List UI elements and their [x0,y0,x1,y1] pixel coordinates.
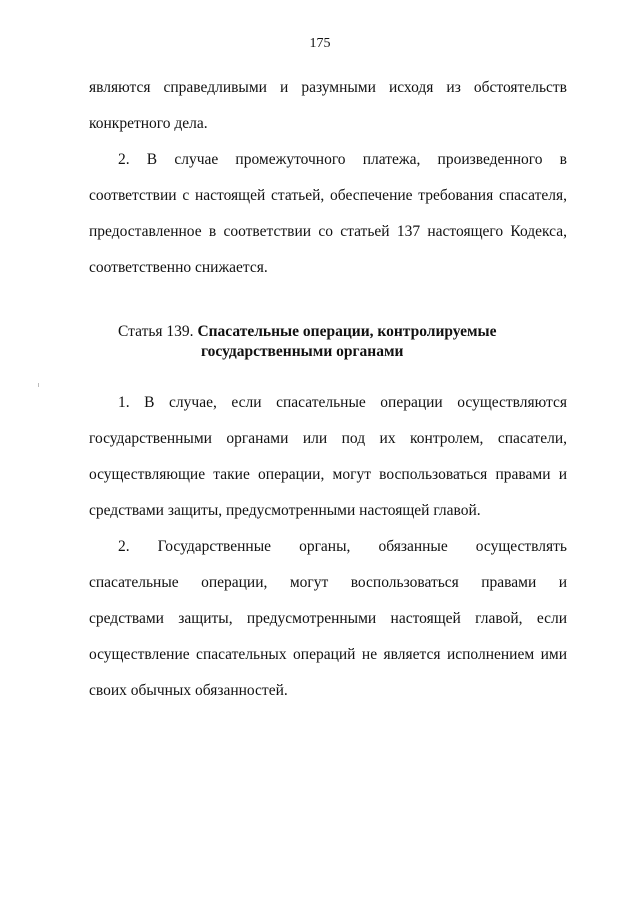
text-line: 2. Государственные органы, обязанные осуществлять [118,538,567,555]
text-line: своих обычных обязанностей. [89,682,288,699]
text-line: 2. В случае промежуточного платежа, произведенного в [118,151,567,168]
text-line: государственными органами или под их контролем, спасатели, [89,430,567,447]
text-line: предоставленное в соответствии со статьей 137 настоящего Кодекса, [89,223,567,240]
text-line: осуществление спасательных операций не является исполнением ими [89,646,567,663]
article-heading [118,322,497,342]
text-line: 1. В случае, если спасательные операции осуществляются [118,394,567,411]
text-line: соответственно снижается. [89,259,268,276]
text-line: средствами защиты, предусмотренными настоящей главой. [89,502,481,519]
text-line: соответствии с настоящей статьей, обеспечение требования спасателя, [89,187,567,204]
article-number: Статья 139. [118,323,194,340]
text-line: средствами защиты, предусмотренными настоящей главой, если [89,610,567,627]
margin-mark [38,383,39,387]
article-title-line-2: государственными органами [201,343,404,360]
text-line: являются справедливыми и разумными исходя из обстоятельств [89,79,567,96]
page-number: 175 [309,36,331,51]
text-line: спасательные операции, могут воспользоваться правами и [89,574,567,591]
text-line: конкретного дела. [89,115,208,132]
text-line: осуществляющие такие операции, могут воспользоваться правами и [89,466,567,483]
article-title-line-1: Спасательные операции, контролируемые [197,323,497,340]
